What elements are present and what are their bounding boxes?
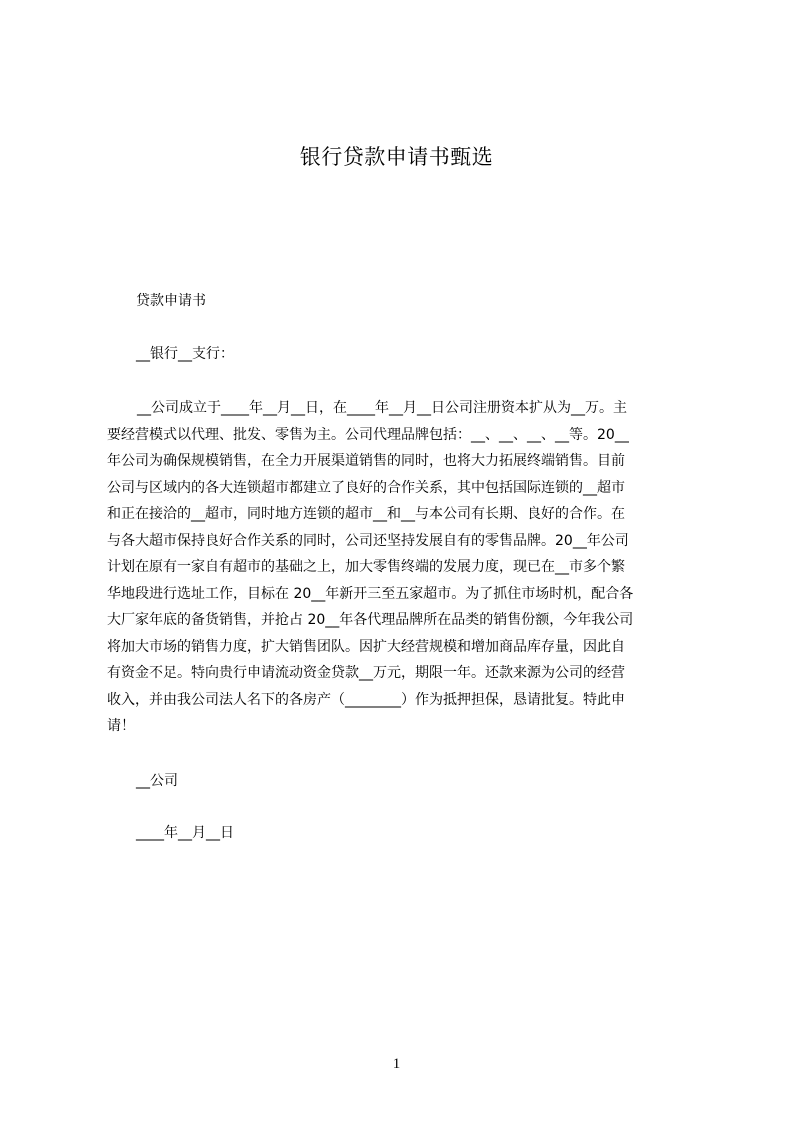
body-line: 年公司为确保规模销售，在全力开展渠道销售的同时，也将大力拓展终端销售。目前 <box>107 453 625 469</box>
body-line: 收入，并由我公司法人名下的各房产（________）作为抵押担保，恳请批复。特此申 <box>107 691 625 708</box>
page-number: 1 <box>392 1056 401 1072</box>
letter-heading: 贷款申请书 <box>136 293 206 309</box>
body-line: 要经营模式以代理、批发、零售为主。公司代理品牌包括：__、__、__、__等。20__ <box>107 426 629 443</box>
signature-company: __公司 <box>136 773 178 789</box>
body-line: __公司成立于____年__月__日，在____年__月__日公司注册资本扩从为__万。主 <box>137 400 627 416</box>
body-line: 计划在原有一家自有超市的基础之上，加大零售终端的发展力度，现已在__市多个繁 <box>107 559 625 575</box>
body-line: 大厂家年底的备货销售，并抢占 20__年各代理品牌所在品类的销售份额，今年我公司 <box>107 612 634 628</box>
letter-addressee: __银行__支行： <box>136 346 234 362</box>
body-line: 请！ <box>107 718 135 734</box>
signature-date: ____年__月__日 <box>136 825 234 841</box>
body-line: 华地段进行选址工作，目标在 20__年新开三至五家超市。为了抓住市场时机，配合各 <box>107 585 634 602</box>
letter-body <box>107 395 699 755</box>
body-line: 有资金不足。特向贵行申请流动资金贷款__万元，期限一年。还款来源为公司的经营 <box>107 665 625 681</box>
body-line: 公司与区域内的各大连锁超市都建立了良好的合作关系，其中包括国际连锁的__超市 <box>107 479 625 496</box>
document-title: 银行贷款申请书甄选 <box>299 145 494 169</box>
body-line: 与各大超市保持良好合作关系的同时，公司还坚持发展自有的零售品牌。20__年公司 <box>107 532 629 549</box>
body-line: 将加大市场的销售力度，扩大销售团队。因扩大经营规模和增加商品库存量，因此自 <box>107 638 625 655</box>
body-line: 和正在接洽的__超市，同时地方连锁的超市__和__与本公司有长期、良好的合作。在 <box>107 506 625 522</box>
